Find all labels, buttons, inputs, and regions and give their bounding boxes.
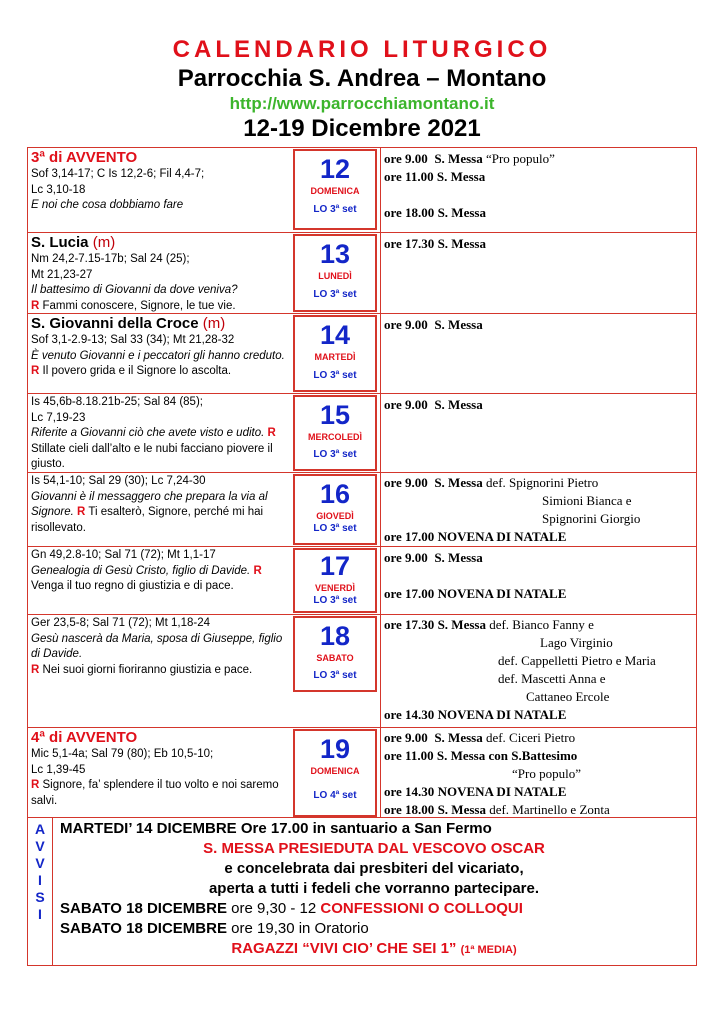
masses-cell [384, 316, 696, 334]
day-row-18 [28, 614, 696, 727]
celebration-title: S. Lucia (m) [31, 234, 116, 251]
day-row-14 [28, 313, 696, 393]
mass-entry: ore 17.00 NOVENA DI NATALE [384, 529, 567, 544]
celebration-title: S. Giovanni della Croce (m) [31, 315, 226, 332]
day-name: LUNEDÌ [318, 271, 352, 281]
page-header [0, 36, 724, 143]
day-row-19 [28, 727, 696, 819]
mass-entry: ore 11.00 S. Messa con S.Battesimo [384, 748, 578, 763]
mass-dedication: “Pro populo” [512, 766, 581, 781]
liturgy-hours: LO 3ª set [313, 370, 357, 381]
mass-dedication: Cattaneo Ercole [526, 689, 610, 704]
notices-letter: V [35, 838, 45, 854]
day-box [293, 474, 377, 545]
mass-entry: ore 18.00 S. Messa [384, 205, 486, 220]
day-box [293, 234, 377, 312]
day-number: 17 [319, 551, 351, 581]
antiphon-and-response: Genealogia di Gesù Cristo, figlio di Davide. R Venga il tuo regno di giustizia e di pace. [31, 564, 262, 592]
liturgy-hours: LO 3ª set [313, 204, 357, 215]
antiphon: Gesù nascerà da Maria, sposa di Giuseppe, figlio di Davide. [31, 632, 283, 660]
readings-cell [31, 315, 291, 380]
response: R Il povero grida e il Signore lo ascolta. [31, 365, 232, 377]
day-box [293, 395, 377, 471]
antiphon: È venuto Giovanni e i peccatori gli hanno creduto. [31, 349, 285, 362]
page-title: CALENDARIO LITURGICO [172, 36, 552, 63]
notice-line: SABATO 18 DICEMBRE ore 19,30 in Oratorio [60, 920, 369, 937]
response: R Fammi conoscere, Signore, le tue vie. [31, 299, 236, 312]
notices-box [27, 817, 697, 966]
day-box [293, 548, 377, 613]
mass-entry: ore 11.00 S. Messa [384, 169, 486, 184]
antiphon-and-response: Giovanni è il messaggero che prepara la via al Signore. R Ti esalterò, Signore, perché mi hai risollevato. [31, 490, 268, 534]
notices-letter: I [38, 906, 42, 922]
mass-entry: ore 17.00 NOVENA DI NATALE [384, 586, 567, 601]
mass-entry: ore 18.00 S. Messa def. Martinello e Zonta [384, 802, 610, 817]
parish-website-link[interactable]: http://www.parrocchiamontano.it [229, 94, 495, 113]
reading-refs: Mic 5,1-4a; Sal 79 (80); Eb 10,5-10; [31, 748, 214, 760]
reading-refs: Is 54,1-10; Sal 29 (30); Lc 7,24-30 [31, 475, 206, 487]
antiphon: E noi che cosa dobbiamo fare [31, 199, 184, 211]
day-number: 15 [319, 400, 351, 430]
mass-entry: ore 9.00 S. Messa [384, 397, 483, 412]
masses-cell [384, 616, 696, 724]
response: R Nei suoi giorni fioriranno giustizia e pace. [31, 663, 253, 676]
mass-entry: ore 9.00 S. Messa def. Ciceri Pietro [384, 730, 576, 745]
liturgy-hours: LO 3ª set [313, 670, 357, 681]
day-name: MERCOLEDÌ [308, 432, 362, 442]
masses-cell [384, 150, 696, 222]
reading-refs: Sof 3,14-17; C Is 12,2-6; Fil 4,4-7; [31, 168, 205, 180]
mass-entry: ore 9.00 S. Messa [384, 317, 483, 332]
liturgy-hours: LO 3ª set [313, 449, 357, 460]
mass-entry: ore 9.00 S. Messa [384, 550, 483, 565]
masses-cell [384, 396, 696, 414]
celebration-title: 3ª di AVVENTO [31, 149, 138, 166]
day-row-15 [28, 393, 696, 472]
notices-letter: V [35, 855, 45, 871]
mass-entry: ore 9.00 S. Messa “Pro populo” [384, 151, 555, 166]
notice-line: S. MESSA PRESIEDUTA DAL VESCOVO OSCAR [203, 840, 545, 857]
day-number: 16 [319, 479, 351, 509]
readings-cell [31, 729, 291, 809]
mass-dedication: def. Cappelletti Pietro e Maria [498, 653, 656, 668]
reading-refs: Nm 24,2-7.15-17b; Sal 24 (25); [31, 253, 190, 265]
readings-cell [31, 149, 291, 214]
reading-refs: Lc 3,10-18 [31, 183, 86, 196]
day-number: 13 [319, 239, 351, 269]
day-box [293, 729, 377, 817]
day-row-13 [28, 232, 696, 313]
mass-dedication: Simioni Bianca e [542, 493, 632, 508]
day-box [293, 149, 377, 230]
mass-dedication: Spignorini Giorgio [542, 511, 641, 526]
notice-line: SABATO 18 DICEMBRE ore 9,30 - 12 CONFESSIONI O COLLOQUI [60, 900, 523, 917]
reading-refs: Ger 23,5-8; Sal 71 (72); Mt 1,18-24 [31, 617, 210, 629]
day-box [293, 616, 377, 692]
day-number: 14 [319, 320, 351, 350]
notices-letter: A [34, 821, 46, 837]
notice-line: e concelebrata dai presbiteri del vicariato, [224, 860, 524, 877]
mass-entry: ore 17.30 S. Messa def. Bianco Fanny e [384, 617, 594, 632]
mass-entry: ore 9.00 S. Messa def. Spignorini Pietro [384, 475, 599, 490]
notices-text [52, 819, 696, 960]
day-row-17 [28, 546, 696, 614]
readings-cell [31, 474, 291, 536]
reading-refs: Lc 7,19-23 [31, 411, 86, 424]
readings-cell [31, 616, 291, 678]
notice-line: RAGAZZI “VIVI CIO’ CHE SEI 1” (1ª MEDIA) [231, 940, 517, 957]
mass-dedication: def. Mascetti Anna e [498, 671, 606, 686]
day-name: SABATO [316, 653, 354, 663]
reading-refs: Gn 49,2.8-10; Sal 71 (72); Mt 1,1-17 [31, 549, 216, 561]
date-range: 12-19 Dicembre 2021 [243, 115, 481, 142]
day-number: 19 [319, 734, 351, 764]
notices-vertical-label [28, 817, 53, 965]
notices-letter: S [35, 889, 45, 905]
readings-cell [31, 548, 291, 595]
antiphon: Il battesimo di Giovanni da dove veniva? [31, 284, 238, 296]
masses-cell [384, 549, 696, 603]
liturgy-hours: LO 3ª set [313, 595, 357, 606]
day-box [293, 315, 377, 392]
celebration-title: 4ª di AVVENTO [31, 729, 138, 746]
liturgy-hours: LO 4ª set [313, 790, 357, 801]
day-row-16 [28, 472, 696, 546]
notice-line: MARTEDI’ 14 DICEMBRE Ore 17.00 in santuario a San Fermo [60, 820, 492, 837]
masses-cell [384, 729, 696, 819]
day-name: DOMENICA [310, 186, 360, 196]
day-row-12 [28, 148, 696, 232]
day-name: DOMENICA [310, 766, 360, 776]
mass-entry: ore 14.30 NOVENA DI NATALE [384, 707, 567, 722]
reading-refs: Sof 3,1-2.9-13; Sal 33 (34); Mt 21,28-32 [31, 334, 235, 346]
day-name: MARTEDÌ [314, 352, 356, 362]
masses-cell [384, 474, 696, 546]
masses-cell [384, 235, 696, 253]
parish-name: Parrocchia S. Andrea – Montano [177, 65, 547, 92]
mass-entry: ore 14.30 NOVENA DI NATALE [384, 784, 567, 799]
reading-refs: Mt 21,23-27 [31, 268, 93, 281]
liturgy-hours: LO 3ª set [313, 523, 357, 534]
day-number: 18 [319, 621, 351, 651]
notices-letter: I [38, 872, 42, 888]
day-name: GIOVEDÌ [316, 511, 354, 521]
day-name: VENERDÌ [314, 583, 355, 593]
reading-refs: Lc 1,39-45 [31, 763, 86, 776]
response: R Signore, fa’ splendere il tuo volto e noi saremo salvi. [31, 779, 279, 807]
day-number: 12 [319, 154, 351, 184]
liturgical-calendar-table [27, 147, 697, 818]
liturgy-hours: LO 3ª set [313, 289, 357, 300]
antiphon-and-response: Riferite a Giovanni ciò che avete visto e udito. R Stillate cieli dall’alto e le nubi facciano piovere il giusto. [31, 427, 276, 470]
readings-cell [31, 234, 291, 314]
readings-cell [31, 395, 291, 473]
notice-line: aperta a tutti i fedeli che vorranno partecipare. [208, 880, 540, 897]
mass-dedication: Lago Virginio [540, 635, 613, 650]
reading-refs: Is 45,6b-8.18.21b-25; Sal 84 (85); [31, 396, 203, 408]
mass-entry: ore 17.30 S. Messa [384, 236, 486, 251]
